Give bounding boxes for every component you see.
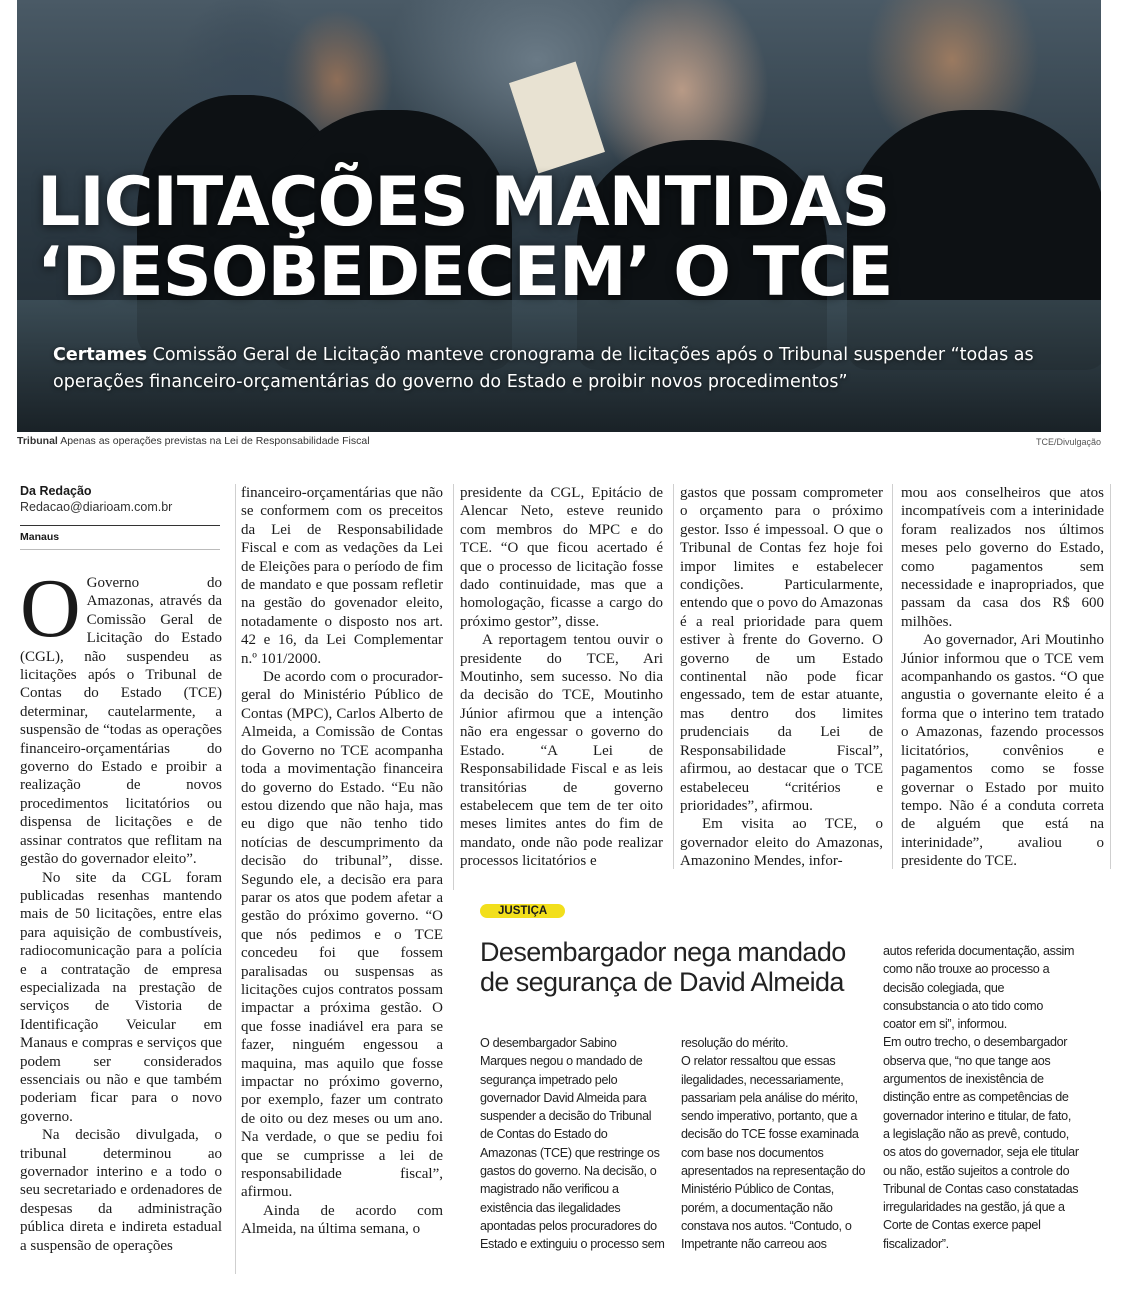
article-paragraph: A reportagem tentou ouvir o presidente do TCE, Ari Moutinho, sem sucesso. No dia da decisão do TCE, Moutinho Júnior afirmou que a intenção não era engessar o governo do Estado. “A Lei de Responsabilidade Fiscal e as leis transitórias de governo estabelecem que tem de ter oito meses limites antes do fim de mandato, onde não pode realizar processos licitatórios e xyxy=(460,632,663,870)
drop-cap: O xyxy=(20,562,81,655)
sidebar-column-3 xyxy=(883,942,1079,1253)
article-paragraph: O Governo do Amazonas, através da Comissão Geral de Licitação do Estado (CGL), não suspendeu as licitações após o Tribunal de Contas do Estado (TCE) determinar, cautelarmente, a suspensão de “todas as operações financeiro-orçamentárias do governo do Estado e proibir a realização de novos procedimentos licitatórios ou dispensa de licitações e de assinar contratos que reflitam na gestão do governador eleito”. xyxy=(20,562,222,868)
subheadline xyxy=(53,342,1101,396)
article-paragraph: Em visita ao TCE, o governador eleito do Amazonas, Amazonino Mendes, infor- xyxy=(680,816,883,870)
photo-caption xyxy=(17,435,1101,451)
article-column-5 xyxy=(901,484,1104,871)
caption-text: Apenas as operações previstas na Lei de Responsabilidade Fiscal xyxy=(60,435,370,447)
article-column-2 xyxy=(241,484,443,1239)
sidebar-headline: Desembargador nega mandado de segurança de David Almeida xyxy=(480,937,846,997)
caption-label: Tribunal xyxy=(17,435,58,447)
sidebar-paragraph: O desembargador Sabino Marques negou o mandado de segurança impetrado pelo governador David Almeida para suspender a decisão do Tribunal de Contas do Estado do Amazonas (TCE) que restringe os gastos do governo. Na decisão, o magistrado não verificou a existência das ilegalidades apontadas pelos procuradores do Estado e extinguiu o processo sem xyxy=(480,1036,665,1252)
author-name: Da Redação xyxy=(20,484,92,498)
article-paragraph: financeiro-orçamentárias que não se conformem com os preceitos da Lei de Responsabilidade Fiscal e com as vedações da Lei de Eleições para o período de fim de mandato e que possam refletir na gestão do govenador eleito, notadamente o disposto nos art. 42 e 16, da Lei Complementar n.º 101/2000. xyxy=(241,485,443,667)
byline xyxy=(20,484,220,550)
article-paragraph: presidente da CGL, Epitácio de Alencar Neto, esteve reunido com membros do MPC e do TCE. “O que ficou acertado é que o processo de licitação fosse dado continuidade, mas que a homologação, ficasse a cargo do próximo gestor”, disse. xyxy=(460,485,663,630)
hero-photo xyxy=(17,0,1101,432)
sidebar-paragraph: resolução do mérito. O relator ressaltou que essas ilegalidades, necessariamente, passariam pela análise do mérito, sendo imperativo, portanto, que a decisão do TCE fosse examinada com base nos documentos apresentados na representação do Ministério Público de Contas, porém, a documentação não constava nos autos. “Contudo, o Impetrante não carreou aos xyxy=(681,1036,866,1252)
headline-line-2: ‘DESOBEDECEM’ O TCE xyxy=(37,233,893,312)
headline-line-1: LICITAÇÕES MANTIDAS xyxy=(37,163,890,242)
article-paragraph: mou aos conselheiros que atos incompatíveis com a interinidade foram realizados nos últimos meses pelo governo do Estado, como pagamentos sem necessidade e inapropriados, que passam da casa dos R$ 600 milhões. xyxy=(901,485,1104,630)
sidebar-column-2 xyxy=(681,1034,867,1254)
dateline-city: Manaus xyxy=(20,531,60,543)
article-column-1 xyxy=(20,562,222,1255)
article-paragraph: Ainda de acordo com Almeida, na última semana, o xyxy=(241,1202,443,1238)
author-email[interactable]: Redacao@diarioam.com.br xyxy=(20,500,173,514)
subhead-text: Comissão Geral de Licitação manteve cronograma de licitações após o Tribunal suspender “todas as operações financeiro-orçamentárias do governo do Estado e proibir novos procedimentos” xyxy=(53,345,1034,392)
article-paragraph: Ao governador, Ari Moutinho Júnior informou que o TCE vem acompanhando os gastos. “O que angustia o governante eleito é a forma que o interino tem tratado o Amazonas, fazendo processos licitatórios, convênios e pagamentos como se fosse governar o Estado por muito tempo. Não é a conduta correta de alguém que está na interinidade”, avaliou o presidente do TCE. xyxy=(901,632,1104,870)
article-paragraph: De acordo com o procurador-geral do Ministério Público de Contas (MPC), Carlos Alberto de Almeida, a Comissão de Contas do Governo no TCE acompanha toda a movimentação financeira do governo do Estado. “Eu não estou dizendo que não haja, mas eu digo que não tenho tido notícias de descumprimento da decisão do tribunal”, disse. Segundo ele, a decisão era para parar os atos que podem afetar a gestão do próximo governo. “O que nós pedimos e o TCE concedeu foi que fossem paralisadas ou suspensas as licitações cujos contratos possam impactar a próxima gestão. O que fosse inadiável era para se fazer, ninguém engessou a maquina, mas aquilo que fosse impactar no próximo governo, por exemplo, fazer um contrato de oito ou dez meses ou um ano. Na verdade, o que se pediu foi que se cumprisse a lei de responsabilidade fiscal”, afirmou. xyxy=(241,669,443,1201)
sidebar-paragraph: autos referida documentação, assim como não trouxe ao processo a decisão colegiada, que consubstancia o ato tido como coator em si”, informou. Em outro trecho, o desembargador observa que, “no que tange aos argumentos de inexistência de distinção entre as competências de governador interino e titular, de fato, a legislação não as prevê, contudo, os atos do governador, seja ele titular ou não, estão sujeitos a controle do Tribunal de Contas caso constatadas irregularidades na gestão, já que a Corte de Contas exerce papel fiscalizador”. xyxy=(883,944,1079,1251)
article-paragraph: Na decisão divulgada, o tribunal determinou ao governador interino e a todo o seu secretariado e ordenadores de despesas da administração pública direta e indireta estadual a suspensão de operações xyxy=(20,1127,222,1254)
article-paragraph: No site da CGL foram publicadas resenhas mantendo mais de 50 licitações, entre elas para aquisição de combustíveis, radiocomunicação para a polícia e a contratação de empresa especializada na prestação de serviços de Vistoria de Identificação Veicular em Manaus e compras e serviços que podem ser considerados essenciais ou não e que também poderiam ficar para o novo governo. xyxy=(20,869,222,1125)
article-column-4 xyxy=(680,484,883,871)
headline xyxy=(37,163,1097,312)
article-paragraph: gastos que possam comprometer o orçamento para o próximo gestor. Isso é impessoal. O que o Tribunal de Contas fez hoje foi impor limites e estabelecer condições. Particularmente, entendo que o povo do Amazonas é a real prioridade para quem estiver à frente do Governo. O governo de um Estado continental não pode ficar engessado, tem de estar atuante, mas dentro dos limites prudenciais da Lei de Responsabilidade Fiscal”, afirmou, ao destacar que o TCE estabeleceu “critérios e prioridades”, afirmou. xyxy=(680,485,883,814)
article-column-3 xyxy=(460,484,663,871)
sidebar-column-1 xyxy=(480,1034,666,1254)
subhead-label: Certames xyxy=(53,345,148,365)
section-tag: JUSTIÇA xyxy=(480,904,565,918)
photo-credit: TCE/Divulgação xyxy=(1035,437,1101,447)
